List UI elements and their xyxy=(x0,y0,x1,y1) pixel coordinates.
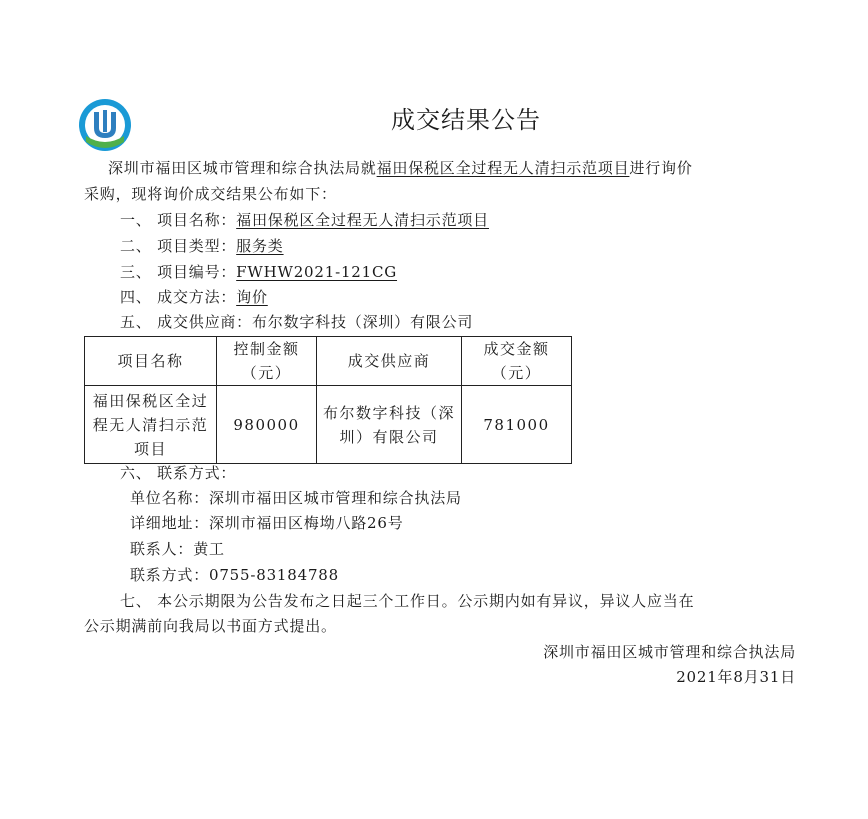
cell-project-name: 福田保税区全过程无人清扫示范项目 xyxy=(85,386,217,464)
page-title: 成交结果公告 xyxy=(391,106,541,134)
item-project-type: 二、 项目类型：服务类 xyxy=(120,237,284,255)
cell-control-amount: 980000 xyxy=(217,386,317,464)
table-header-row xyxy=(85,337,572,386)
contact-heading: 六、 联系方式： xyxy=(120,464,237,482)
notice-line-1: 七、 本公示期限为公告发布之日起三个工作日。公示期内如有异议，异议人应当在 xyxy=(120,592,695,610)
item-project-name: 一、 项目名称：福田保税区全过程无人清扫示范项目 xyxy=(120,211,489,229)
contact-phone: 联系方式：0755-83184788 xyxy=(130,566,339,584)
contact-unit: 单位名称：深圳市福田区城市管理和综合执法局 xyxy=(130,489,462,507)
cell-deal-amount: 781000 xyxy=(462,386,572,464)
intro-line-1: 深圳市福田区城市管理和综合执法局就福田保税区全过程无人清扫示范项目进行询价 xyxy=(108,159,693,177)
header-control-amount: 控制金额（元） xyxy=(217,337,317,386)
contact-person: 联系人：黄工 xyxy=(130,540,225,558)
header-supplier: 成交供应商 xyxy=(317,337,462,386)
header-project-name: 项目名称 xyxy=(85,337,217,386)
intro-project-name: 福田保税区全过程无人清扫示范项目 xyxy=(376,159,630,177)
header-deal-amount: 成交金额（元） xyxy=(462,337,572,386)
item-deal-method: 四、 成交方法：询价 xyxy=(120,288,268,306)
item-supplier: 五、 成交供应商：布尔数字科技（深圳）有限公司 xyxy=(120,313,474,331)
item-project-number: 三、 项目编号：FWHW2021-121CG xyxy=(120,263,398,281)
table-row xyxy=(85,386,572,464)
signature-date: 2021年8月31日 xyxy=(676,668,796,686)
notice-line-2: 公示期满前向我局以书面方式提出。 xyxy=(84,617,337,635)
result-table xyxy=(84,336,572,464)
signature-org: 深圳市福田区城市管理和综合执法局 xyxy=(543,643,796,661)
cell-supplier: 布尔数字科技（深圳）有限公司 xyxy=(317,386,462,464)
intro-line-2: 采购，现将询价成交结果公布如下： xyxy=(84,185,337,203)
contact-address: 详细地址：深圳市福田区梅坳八路26号 xyxy=(130,514,404,532)
